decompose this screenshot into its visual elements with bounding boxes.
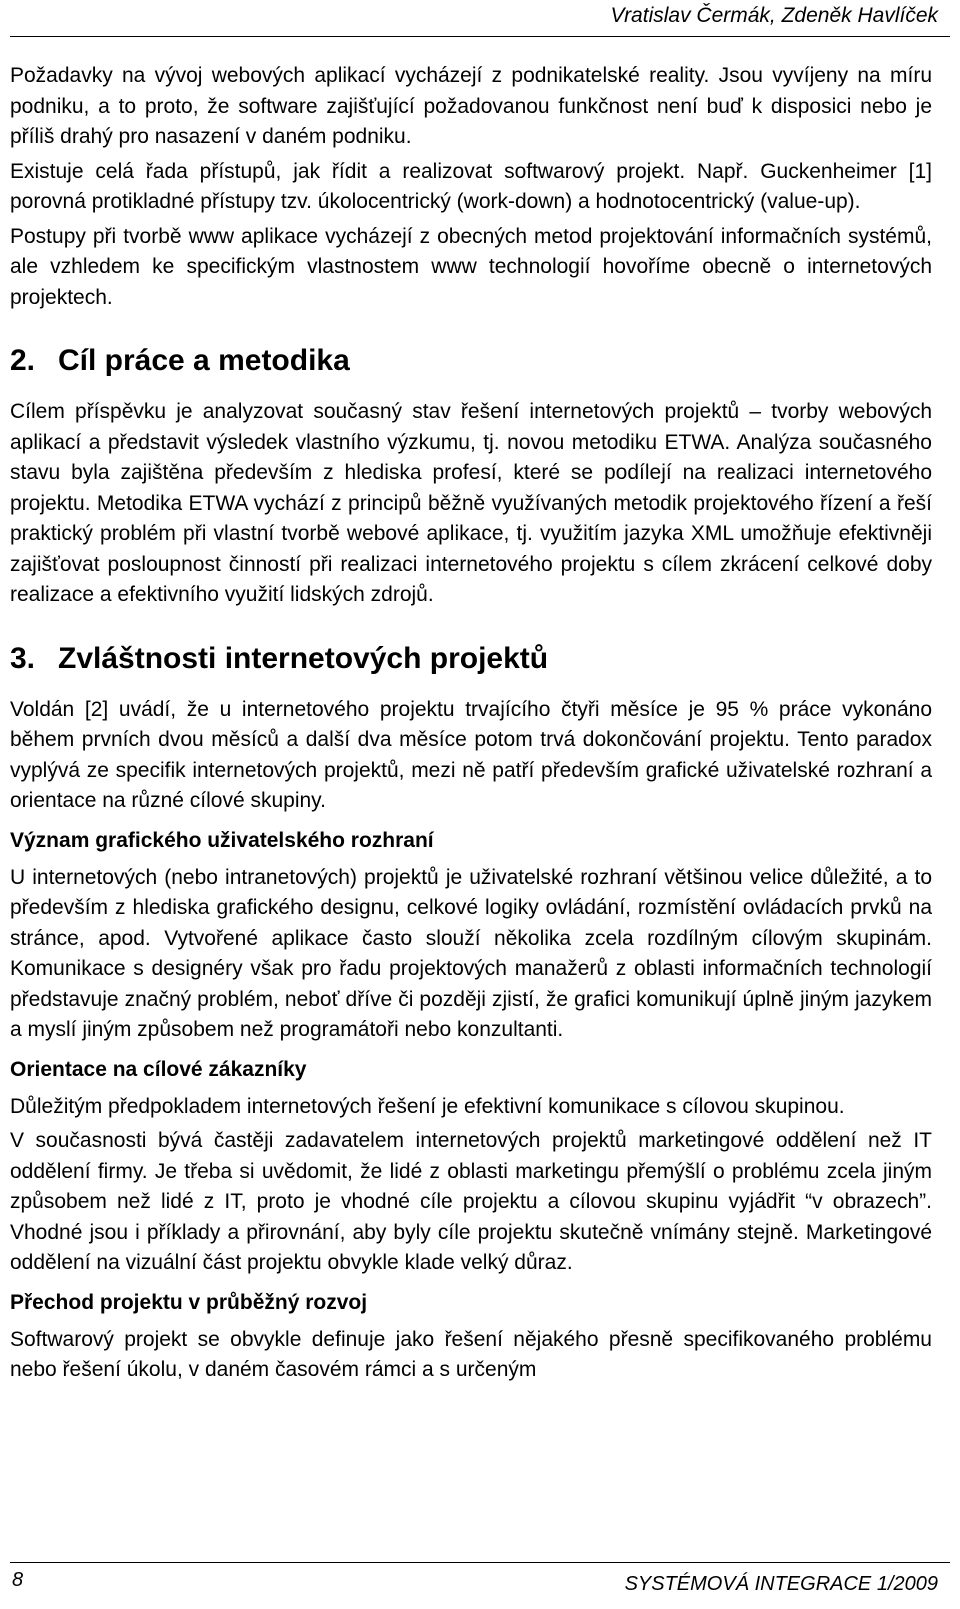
target-customers-paragraph-2: V současnosti bývá častěji zadavatelem internetových projektů marketingové oddělení než IT oddělení firmy. Je třeba si uvědomit, že lidé z oblasti marketingu přemýšlí o problému zcela jiným způsobem než lidé z IT, proto je vhodné cíle projektu a cílovou skupinu vyjádřit “v obrazech”. Vhodné jsou i příklady a přirovnání, aby byly cíle projektu skutečně vnímány stejně. Marketingové oddělení na vizuální část projektu obvykle klade velký důraz. (10, 1129, 932, 1274)
section-2-paragraph: Cílem příspěvku je analyzovat současný stav řešení internetových projektů – tvorby webových aplikací a představit výsledek vlastního výzkumu, tj. novou metodiku ETWA. Analýza současného stavu byla zajištěna především z hlediska profesí, které se podílejí na realizaci internetového projektu. Metodika ETWA vychází z principů běžně využívaných metodik projektového řízení a řeší praktický problém při vlastní tvorbě webové aplikace, tj. využitím jazyka XML umožňuje efektivněji zajišťovat posloupnost činností při realizaci internetového projektu s cílem zkrácení celkové doby realizace a efektivního využití lidských zdrojů. (10, 400, 932, 606)
intro-paragraph-1: Požadavky na vývoj webových aplikací vycházejí z podnikatelské reality. Jsou vyvíjeny na míru podniku, a to proto, že software zajišťující požadovanou funkčnost není buď k disposici nebo je příliš drahý pro nasazení v daném podniku. (10, 64, 932, 148)
target-customers-paragraph-1: Důležitým předpokladem internetových řešení je efektivní komunikace s cílovou skupinou. (10, 1094, 845, 1118)
section-3-heading (10, 641, 932, 677)
page-number: 8 (12, 1569, 24, 1591)
section-3-paragraph: Voldán [2] uvádí, že u internetového projektu trvajícího čtyři měsíce je 95 % práce vykonáno během prvních dvou měsíců a další dva měsíce potom trvá dokončování projektu. Tento paradox vyplývá ze specifik internetových projektů, mezi ně patří především grafické uživatelské rozhraní a orientace na různé cílové skupiny. (10, 697, 932, 812)
section-2-heading (10, 343, 932, 379)
header-divider (10, 36, 950, 37)
gui-paragraph: U internetových (nebo intranetových) projektů je uživatelské rozhraní většinou velice důležité, a to především z hlediska grafického designu, celkové logiky ovládání, rozmístění ovládacích prvků na stránce, apod. Vytvořené aplikace často slouží několika zcela rozdílným cílovým skupinám. Komunikace s designéry však pro řadu projektových manažerů z oblasti informačních technologií představuje značný problém, neboť dříve či později zjistí, že grafici komunikují úplně jiným jazykem a myslí jiným způsobem než programátoři nebo konzultanti. (10, 865, 932, 1041)
journal-title: SYSTÉMOVÁ INTEGRACE 1/2009 (624, 1573, 938, 1595)
intro-paragraph-2: Existuje celá řada přístupů, jak řídit a realizovat softwarový projekt. Např. Guckenheimer [1] porovná protikladné přístupy tzv. úkolocentrický (work-down) a hodnotocentrický (value-up). (10, 159, 932, 213)
section-3-number: 3. (10, 641, 36, 675)
section-3-title: Zvláštnosti internetových projektů (58, 641, 549, 675)
subheading-target-customers: Orientace na cílové zákazníky (10, 1057, 307, 1081)
transition-paragraph: Softwarový projekt se obvykle definuje jako řešení nějakého přesně specifikovaného problému nebo řešení úkolu, v daném časovém rámci a s určeným (10, 1327, 932, 1381)
article-body (10, 61, 932, 1390)
section-2-number: 2. (10, 344, 36, 377)
footer-divider (10, 1562, 950, 1563)
subheading-gui: Význam grafického uživatelského rozhraní (10, 828, 434, 852)
intro-paragraph-3: Postupy při tvorbě www aplikace vycházejí z obecných metod projektování informačních systémů, ale vzhledem ke specifickým vlastnostem www technologií hovoříme obecně o internetových projektech. (10, 224, 932, 309)
running-header-authors: Vratislav Čermák, Zdeněk Havlíček (610, 4, 938, 27)
section-2-title: Cíl práce a metodika (58, 344, 350, 377)
subheading-transition: Přechod projektu v průběžný rozvoj (10, 1290, 368, 1314)
